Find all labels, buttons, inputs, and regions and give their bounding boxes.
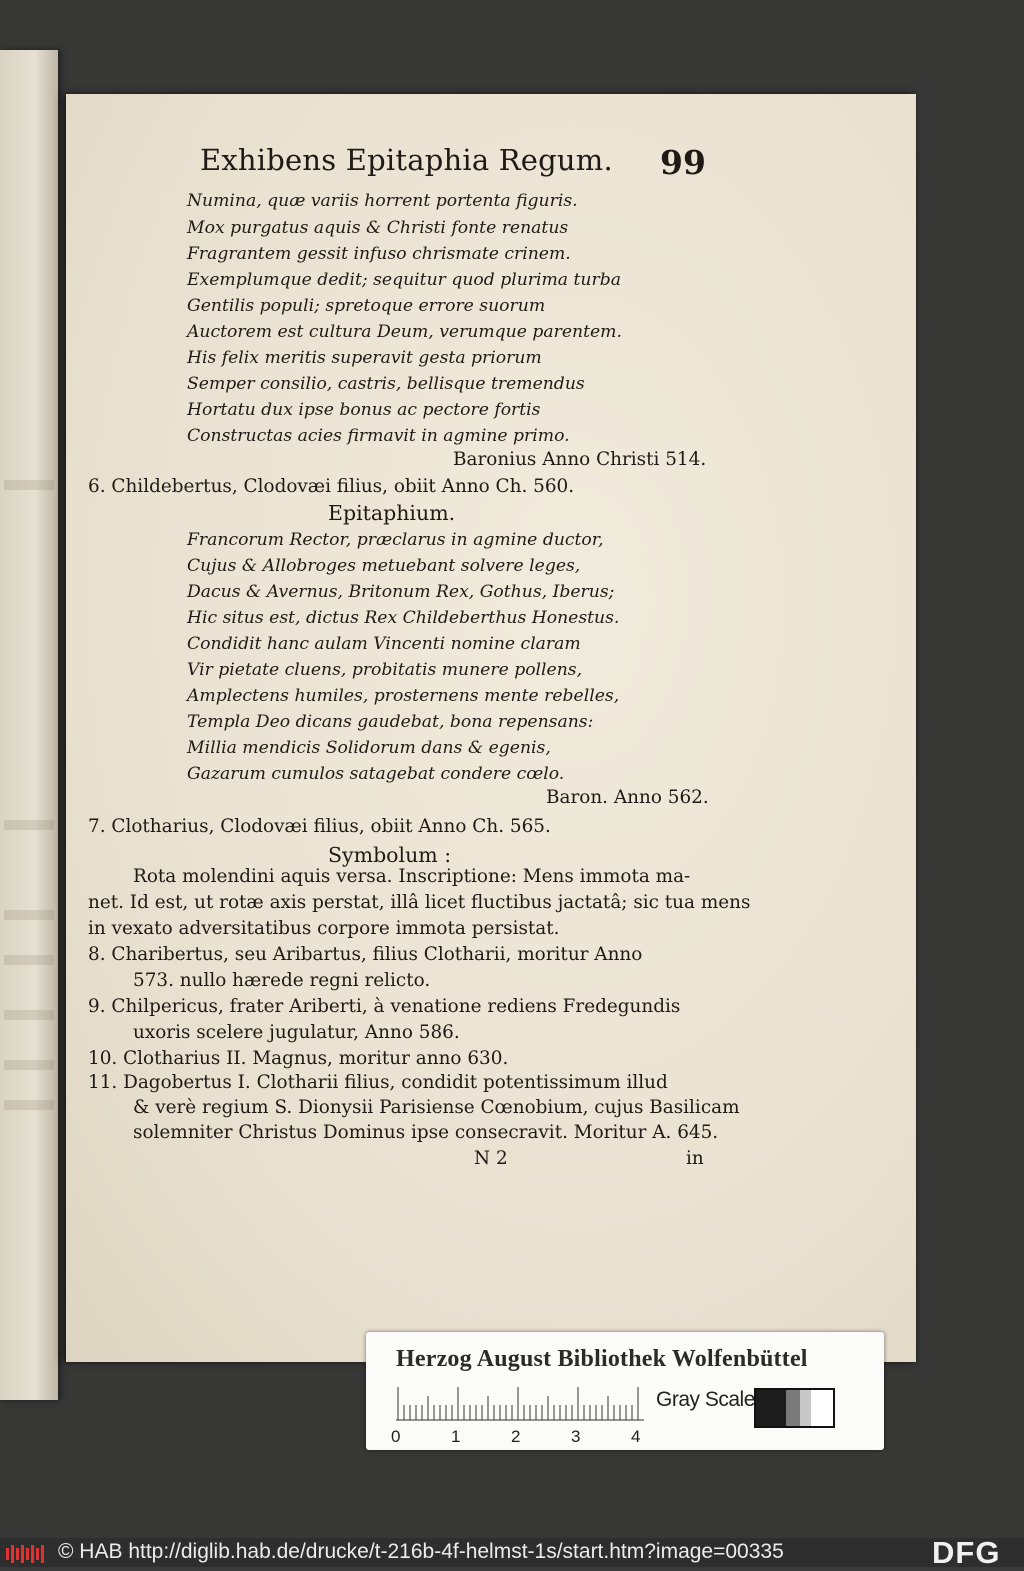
text-line: uxoris scelere jugulatur, Anno 586. xyxy=(133,1022,460,1043)
gray-swatch xyxy=(786,1390,800,1426)
text-line: Gentilis populi; spretoque errore suorum xyxy=(187,296,546,316)
text-line: Francorum Rector, præclarus in agmine ductor, xyxy=(187,530,604,550)
text-line: 7. Clotharius, Clodovæi filius, obiit Anno Ch. 565. xyxy=(88,816,551,837)
gray-scale-label: Gray Scale xyxy=(656,1388,755,1411)
hab-logo-icon xyxy=(6,1545,44,1563)
text-line: Gazarum cumulos satagebat condere cœlo. xyxy=(187,764,565,784)
previous-page-edge xyxy=(0,50,58,1400)
text-line: 573. nullo hærede regni relicto. xyxy=(133,970,431,991)
ruler-number: 3 xyxy=(571,1427,581,1446)
text-line: Semper consilio, castris, bellisque tremendus xyxy=(187,374,585,394)
text-line: net. Id est, ut rotæ axis perstat, illâ licet fluctibus jactatâ; sic tua mens xyxy=(88,892,751,913)
text-line: Baronius Anno Christi 514. xyxy=(453,449,707,470)
text-line: & verè regium S. Dionysii Parisiense Cœnobium, cujus Basilicam xyxy=(133,1097,740,1118)
text-line: Mox purgatus aquis & Christi fonte renatus xyxy=(187,218,569,238)
text-line: 9. Chilpericus, frater Ariberti, à venatione rediens Fredegundis xyxy=(88,996,681,1017)
page-number: 99 xyxy=(660,143,706,182)
text-line: Amplectens humiles, prosternens mente rebelles, xyxy=(187,686,620,706)
text-line: Hic situs est, dictus Rex Childeberthus Honestus. xyxy=(187,608,620,628)
source-url[interactable]: © HAB http://diglib.hab.de/drucke/t-216b-4f-helmst-1s/start.htm?image=00335 xyxy=(58,1540,784,1563)
text-line: Vir pietate cluens, probitatis munere pollens, xyxy=(187,660,583,680)
text-line: 6. Childebertus, Clodovæi filius, obiit Anno Ch. 560. xyxy=(88,476,575,497)
library-name: Herzog August Bibliothek Wolfenbüttel xyxy=(396,1346,808,1372)
text-line: Hortatu dux ipse bonus ac pectore fortis xyxy=(187,400,541,420)
text-line: Auctorem est cultura Deum, verumque parentem. xyxy=(187,322,622,342)
gray-swatch xyxy=(756,1390,786,1426)
text-line: Fragrantem gessit infuso chrismate crinem. xyxy=(187,244,571,264)
text-line: Baron. Anno 562. xyxy=(546,787,709,808)
color-target-card xyxy=(366,1332,884,1450)
text-line: in xyxy=(686,1148,704,1169)
text-line: Templa Deo dicans gaudebat, bona repensans: xyxy=(187,712,594,732)
text-line: Numina, quæ variis horrent portenta figuris. xyxy=(187,191,578,211)
text-line: Constructas acies firmavit in agmine primo. xyxy=(187,426,570,446)
ruler-number: 2 xyxy=(511,1427,521,1446)
text-line: 10. Clotharius II. Magnus, moritur anno 630. xyxy=(88,1048,509,1069)
running-header: Exhibens Epitaphia Regum. xyxy=(200,143,613,177)
text-line: Symbolum : xyxy=(328,843,452,867)
text-line: in vexato adversitatibus corpore immota persistat. xyxy=(88,918,560,939)
dfg-logo: DFG xyxy=(932,1535,1001,1570)
ruler-number: 4 xyxy=(631,1427,641,1446)
text-line: Millia mendicis Solidorum dans & egenis, xyxy=(187,738,551,758)
text-line: Exemplumque dedit; sequitur quod plurima turba xyxy=(187,270,621,290)
text-line: N 2 xyxy=(474,1148,508,1169)
text-line: Dacus & Avernus, Britonum Rex, Gothus, Iberus; xyxy=(187,582,615,602)
text-line: 8. Charibertus, seu Aribartus, filius Clotharii, moritur Anno xyxy=(88,944,643,965)
text-line: Condidit hanc aulam Vincenti nomine claram xyxy=(187,634,581,654)
ruler-number: 0 xyxy=(391,1427,401,1446)
text-line: 11. Dagobertus I. Clotharii filius, condidit potentissimum illud xyxy=(88,1072,668,1093)
text-line: Cujus & Allobroges metuebant solvere leges, xyxy=(187,556,581,576)
ruler-number: 1 xyxy=(451,1427,461,1446)
gray-swatch xyxy=(811,1390,833,1426)
scale-ruler xyxy=(396,1387,644,1421)
text-line: solemniter Christus Dominus ipse consecravit. Moritur A. 645. xyxy=(133,1122,719,1143)
text-line: His felix meritis superavit gesta priorum xyxy=(187,348,542,368)
gray-swatch xyxy=(800,1390,811,1426)
gray-scale-swatches xyxy=(754,1388,835,1428)
text-line: Rota molendini aquis versa. Inscriptione: Mens immota ma- xyxy=(133,866,691,887)
text-line: Epitaphium. xyxy=(328,501,456,525)
